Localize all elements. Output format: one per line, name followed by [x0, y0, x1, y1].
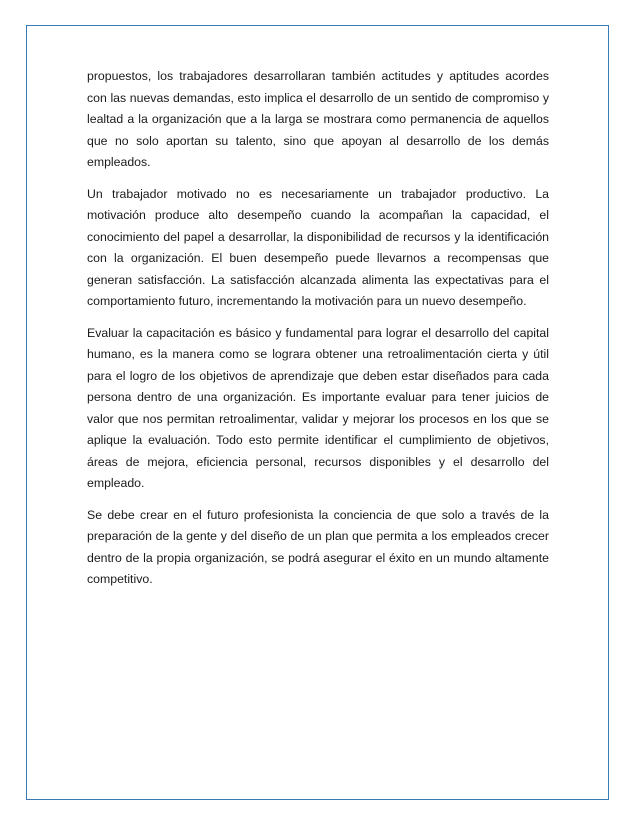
- paragraph: Un trabajador motivado no es necesariamente un trabajador productivo. La motivación produce alto desempeño cuando la acompañan la capacidad, el conocimiento del papel a desarrollar, la disponibilidad de recursos y la identificación con la organización. El buen desempeño puede llevarnos a recompensas que generan satisfacción. La satisfacción alcanzada alimenta las expectativas para el comportamiento futuro, incrementando la motivación para un nuevo desempeño.: [87, 186, 549, 308]
- paragraph: propuestos, los trabajadores desarrollaran también actitudes y aptitudes acordes con las nuevas demandas, esto implica el desarrollo de un sentido de compromiso y lealtad a la organización que a la larga se mostrara como permanencia de aquellos que no solo aportan su talento, sino que apoyan al desarrollo de los demás empleados.: [87, 69, 549, 169]
- paragraph: Se debe crear en el futuro profesionista la conciencia de que solo a través de la preparación de la gente y del diseño de un plan que permita a los empleados crecer dentro de la propia organización, se podrá asegurar el éxito en un mundo altamente competitivo.: [87, 507, 549, 586]
- paragraph: Evaluar la capacitación es básico y fundamental para lograr el desarrollo del capital humano, es la manera como se lograra obtener una retroalimentación cierta y útil para el logro de los objetivos de aprendizaje que deben estar diseñados para cada persona dentro de una organización. Es importante evaluar para tener juicios de valor que nos permitan retroalimentar, validar y mejorar los procesos en los que se aplique la evaluación. Todo esto permite identificar el cumplimiento de objetivos, áreas de mejora, eficiencia personal, recursos disponibles y el desarrollo del empleado.: [87, 325, 549, 490]
- document-body: [87, 66, 549, 601]
